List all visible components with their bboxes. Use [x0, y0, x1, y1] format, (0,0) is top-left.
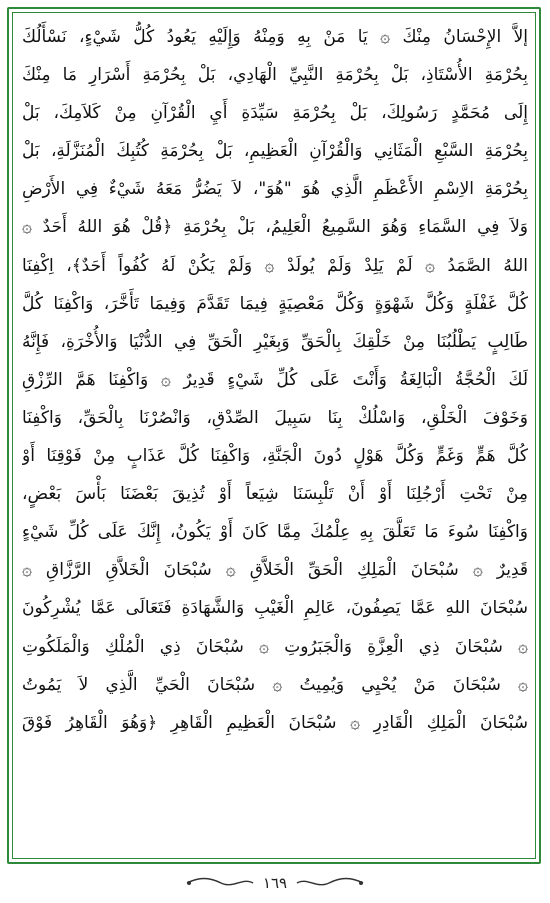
text-line: إِلَى مُحَمَّدٍ رَسُولِكَ، بَلْ بِحُرْمَةِ سَيِّدَةِ أَيِ الْقُرْآنِ مِنْ كَلاَمِكَ، بَلْ	[22, 103, 528, 124]
page-number: ١٦٩	[262, 874, 288, 892]
text-line: إلاَّ الإِحْسَانُ مِنْكَ ۞ يَا مَنْ بِهِ وَمِنْهُ وَإِلَيْهِ يَعُودُ كُلُّ شَيْءٍ، نَسْأَلُكَ	[22, 27, 528, 47]
text-line: سُبْحَانَ الْمَلِكِ الْقَادِرِ ۞ سُبْحَانَ الْعَظِيمِ الْقَاهِرِ ﴿وَهُوَ الْقَاهِرُ فَوْقَ	[22, 712, 528, 733]
text-line: ۞ سُبْحَانَ ذِي الْعِزَّةِ وَالْجَبَرُوتِ ۞ سُبْحَانَ ذِي الْمُلْكِ وَالْمَلَكُوتِ	[22, 636, 528, 657]
text-line: لَكَ الْحُجَّةُ الْبَالِغَةُ وَأَنْتَ عَلَى كُلِّ شَيْءٍ قَدِيرٌ ۞ وَاكْفِنَا هَمَّ الرِّزْقِ	[22, 369, 528, 390]
text-block	[22, 18, 528, 858]
text-line: وَاكْفِنَا سُوءَ مَا تَعَلَّقَ بِهِ عِلْمُكَ مِمَّا كَانَ أَوْ يَكُونُ، إِنَّكَ عَلَى كُلِّ شَيْءٍ	[22, 522, 528, 543]
text-line: بِحُرْمَةِ الأُسْتَاذِ، بَلْ بِحُرْمَةِ النَّبِيِّ الْهَادِي، بَلْ بِحُرْمَةِ أَسْرَارِ مَا مِنْكَ	[22, 65, 528, 86]
text-line: وَلاَ فِي السَّمَاءِ وَهُوَ السَّمِيعُ الْعَلِيمُ، بَلْ بِحُرْمَةِ ﴿قُلْ هُوَ اللهُ أَحَدٌ ۞	[22, 217, 528, 238]
text-line: ۞ سُبْحَانَ مَنْ يُحْيِي وَيُمِيتُ ۞ سُبْحَانَ الْحَيِّ الَّذِي لاَ يَمُوتُ	[22, 674, 528, 695]
text-line: كُلَّ غَفْلَةٍ وَكُلَّ شَهْوَةٍ وَكُلَّ مَعْصِيَةٍ فِيمَا تَقَدَّمَ وَفِيمَا تَأَخَّرَ، وَاكْفِنَا كُلَّ	[22, 293, 528, 314]
text-line: طَالِبٍ يَطْلُبُنَا مِنْ خَلْقِكَ بِالْحَقِّ وَبِغَيْرِ الْحَقِّ فِي الدُّنْيَا وَالأُخْرَةِ، فَإِنَّهُ	[22, 331, 528, 352]
text-line: سُبْحَانَ اللهِ عَمَّا يَصِفُونَ، عَالِمِ الْغَيْبِ وَالشَّهَادَةِ فَتَعَالَى عَمَّا يُشْرِكُونَ	[22, 598, 528, 619]
text-line: قَدِيرٌ ۞ سُبْحَانَ الْمَلِكِ الْحَقِّ الْخَلاَّقِ ۞ سُبْحَانَ الْخَلاَّقِ الرَّزَّاقِ ۞	[22, 560, 528, 581]
page-footer	[0, 868, 550, 898]
text-line: بِحُرْمَةِ الاِسْمِ الأَعْظَمِ الَّذِي هُوَ "هُوَ"، لاَ يَضُرُّ مَعَهُ شَيْءٌ فِي الأَرْضِ	[22, 179, 528, 200]
text-line: اللهُ الصَّمَدُ ۞ لَمْ يَلِدْ وَلَمْ يُولَدْ ۞ وَلَمْ يَكُنْ لَهُ كُفُواً أَحَدٌ﴾، اِكْفِنَا	[22, 255, 528, 276]
text-line: بِحُرْمَةِ السَّبْعِ الْمَثَانِي وَالْقُرْآنِ الْعَظِيمِ، بَلْ بِحُرْمَةِ كُتُبِكَ الْمُنَزَّلَةِ، بَلْ	[22, 141, 528, 162]
ornament-left-icon	[185, 876, 255, 890]
text-line: كُلَّ هَمٍّ وَغَمٍّ وَكُلَّ هَوْلٍ دُونَ الْجَنَّةِ، وَاكْفِنَا كُلَّ عَذَابٍ مِنْ فَوْقِنَا أَوْ	[22, 446, 528, 467]
text-line: مِنْ تَحْتِ أَرْجُلِنَا أَوْ أَنْ تَلْبِسَنَا شِيَعاً أَوْ تُذِيقَ بَعْضَنَا بَأْسَ بَعْضٍ،	[22, 484, 528, 505]
ornament-right-icon	[295, 876, 365, 890]
text-line: وَخَوْفَ الْخَلْقِ، وَاسْلُكْ بِنَا سَبِيلَ الصِّدْقِ، وَانْصُرْنَا بِالْحَقِّ، وَاكْفِنَا	[22, 407, 528, 428]
